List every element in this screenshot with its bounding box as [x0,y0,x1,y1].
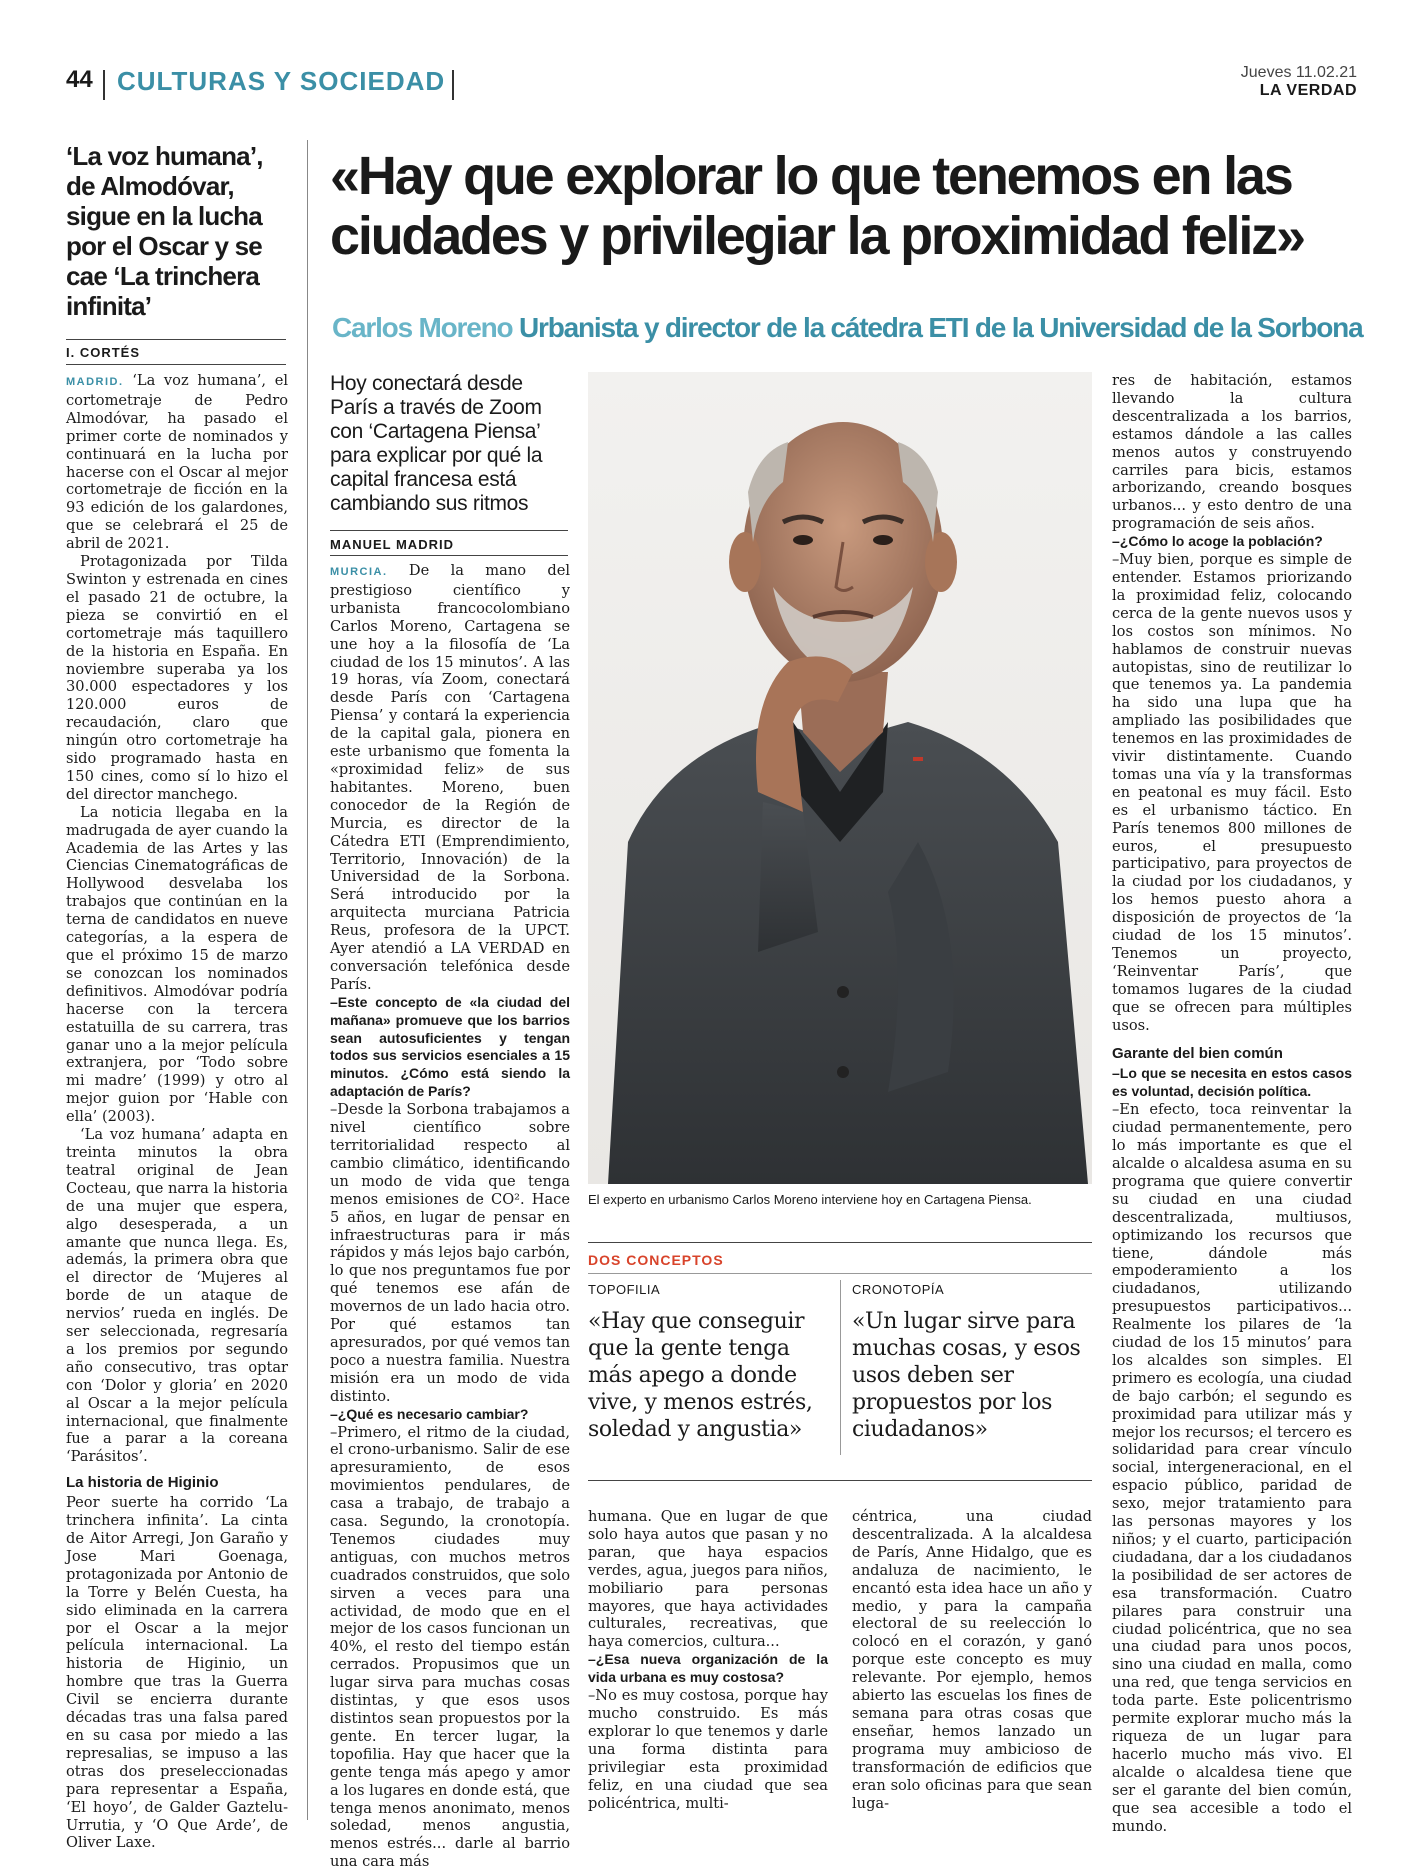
rule [330,530,568,531]
header-divider [103,70,105,100]
question: –¿Qué es necesario cambiar? [330,1406,570,1424]
side-article-title: ‘La voz humana’, de Almodóvar, sigue en la lucha por el Oscar y se cae ‘La trinchera infinita’ [66,141,296,321]
article-column-2 [588,1508,828,1812]
rule [588,1242,1092,1243]
portrait-illustration [588,372,1092,1184]
section-title: CULTURAS Y SOCIEDAD [117,66,445,97]
headline: «Hay que explorar lo que tenemos en las ciudades y privilegiar la proximidad feliz» [330,146,1360,266]
paragraph: Protagonizada por Tilda Swinton y estrenada en cines el pasado 21 de octubre, la pieza se convirtió en el cortometraje más taquillero de la historia en España. En noviembre superaba ya los 30.000 espectadores y los 120.000 euros de recaudación, claro que ningún otro cortometraje ha sido programado hasta en 150 cines, como sí lo hizo el del director manchego. [66,553,288,804]
page-number: 44 [66,66,93,94]
paragraph [330,562,570,994]
answer: –Desde la Sorbona trabajamos a nivel científico sobre territorialidad respecto al cambio climático, identificando un modo de vida que tenga menos emisiones de CO². Hace 5 años, en lugar de pensar en infraestructuras para ir más rápidos y más lejos bajo carbón, lo que nos preguntamos fue por qué tenemos ese afán de movernos de un lado hacia otro. Por qué estamos tan apresurados, por qué vemos tan poco a nuestra familia. Nuestra misión era un modo de vida distinto. [330,1101,570,1405]
paragraph: res de habitación, estamos llevando la cultura descentralizada a los barrios, estamos dándole a las calles menos autos y construyendo carriles para bicis, estamos arborizando, creando bosques urbanos... y esto dentro de una programación de seis años. [1112,372,1352,533]
answer: –En efecto, toca reinventar la ciudad permanentemente, pero lo más importante es que el alcalde o alcaldesa asuma en su programa que quiere convertir su ciudad en una ciudad descentralizada, multiusos, optimizando los recursos que tiene, dándole más empoderamiento a los ciudadanos, utilizando presupuestos participativos... Realmente los pilares de ‘la ciudad de los 15 minutos’ para los alcaldes son simples. El primero es ecología, una ciudad de bajo carbón; el segundo es proximidad para utilizar más y mejor los recursos; el tercero es solidaridad para crear vínculo social, intergeneracional, en el espacio público, paridad de sexo, mejor tratamiento para las personas mayores y los niños; y el cuarto, participación ciudadana, dar a los ciudadanos la posibilidad de ser actores de esa transformación. Cuatro pilares para construir una ciudad policéntrica, que no sea una ciudad para unos pocos, sino una ciudad en malla, como una red, que tenga servicios en toda parte. Este policentrismo permite explorar mucho más la riqueza de un lugar para hacerlo mucho más vivo. El alcalde o alcaldesa tiene que ser el garante del bien común, que sea accesible a todo el mundo. [1112,1101,1352,1835]
rule [66,339,286,340]
interviewee [332,312,1362,344]
portrait-photo [588,372,1092,1184]
question: –Lo que se necesita en estos casos es voluntad, decisión política. [1112,1065,1352,1101]
newspaper-name: LA VERDAD [1260,82,1357,100]
header-divider [452,70,454,100]
subheading: La historia de Higinio [66,1474,288,1492]
concept-label-cronotopia: CRONOTOPÍA [852,1282,944,1297]
paragraph-text: ‘La voz humana’, el cortometraje de Pedro Almodóvar, ha pasado el primer corte de nominados y continuará en la lucha por hacerse con el Oscar al mejor cortometraje de ficción en la 93 edición de los galardones, que se celebrará el 25 de abril de 2021. [66,372,288,552]
side-article-author: I. CORTÉS [66,345,140,360]
concept-quote-topofilia: «Hay que conseguir que la gente tenga más apego a donde vive, y menos estrés, soledad y angustia» [588,1308,833,1443]
question: –Este concepto de «la ciudad del mañana» promueve que los barrios sean autosuficientes y tengan todos sus servicios esenciales a 15 minutos. ¿Cómo está siendo la adaptación de París? [330,994,570,1101]
paragraph: Peor suerte ha corrido ‘La trinchera infinita’. La cinta de Aitor Arregi, Jon Garaño y Jose Mari Goenaga, protagonizada por Antonio de la Torre y Belén Cuesta, ha sido eliminada en la carrera por el Oscar a la mejor película internacional. La historia de Higinio, un hombre que tras la Guerra Civil se encierra durante décadas tras una falsa pared en su casa por miedo a las represalias, se impuso a las otras dos preseleccionadas para representar a España, ‘El hoyo’, de Galder Gaztelu-Urrutia, y ‘O Que Arde’, de Oliver Laxe. [66,1494,288,1852]
interviewee-name: Carlos Moreno [332,312,512,343]
rule [330,555,568,556]
question: –¿Esa nueva organización de la vida urbana es muy costosa? [588,1651,828,1687]
concepts-box-title: DOS CONCEPTOS [588,1252,724,1268]
rule [66,364,286,365]
dateline: MURCIA. [330,566,388,578]
answer: –Primero, el ritmo de la ciudad, el crono-urbanismo. Salir de ese apresuramiento, de esos movimientos pendulares, de casa a trabajo, de trabajo a casa. Segundo, la cronotopía. Tenemos ciudades muy antiguas, con muchos metros cuadrados construidos, que solo sirven a veces para una actividad, de modo que en el mejor de los casos funcionan un 40%, el resto del tiempo están cerrados. Propusimos que un lugar sirva para muchas cosas distintas, y que esos usos distintos sean propuestos por la gente. En tercer lugar, la topofilia. Hay que hacer que la gente tenga más apego y amor a los lugares en donde está, que tenga menos anonimato, menos soledad, menos angustia, menos estrés... darle al barrio una cara más [330,1424,570,1871]
subheading: Garante del bien común [1112,1045,1352,1063]
side-article-body [66,372,288,1852]
rule [588,1480,1092,1481]
paragraph [66,372,288,553]
main-article-author: MANUEL MADRID [330,537,454,552]
column-divider [840,1280,841,1455]
concept-label-topofilia: TOPOFILIA [588,1282,660,1297]
paragraph: céntrica, una ciudad descentralizada. A la alcaldesa de París, Anne Hidalgo, que es andaluza de nacimiento, le encantó esta idea hace un año y medio, y para la campaña electoral de su reelección lo colocó en el corazón, y ganó porque este concepto es muy relevante. Por ejemplo, hemos abierto las escuelas los fines de semana para otras cosas que enseñar, hemos lanzado un programa muy ambicioso de transformación de edificios que eran solo oficinas para que sean luga- [852,1508,1092,1812]
concept-quote-cronotopia: «Un lugar sirve para muchas cosas, y esos usos deben ser propuestos por los ciudadanos» [852,1308,1092,1443]
article-column-3 [852,1508,1092,1812]
answer: –Muy bien, porque es simple de entender. Estamos priorizando la proximidad feliz, colocando cerca de la gente nuevos usos y los costos son mínimos. No hablamos de construir nuevas autopistas, sino de reutilizar lo que tenemos ya. La pandemia ha sido una lupa que ha ampliado las posibilidades que tenemos en las proximidades de vivir distintamente. Cuando tomas una vía y la transformas en peatonal es muy fácil. Esto es el urbanismo táctico. En París tenemos 800 millones de euros, el presupuesto participativo, para proyectos de la ciudad por los ciudadanos, y los hemos puesto ahora a disposición de proyectos de ‘la ciudad de los 15 minutos’. Tenemos un proyecto, ‘Reinventar París’, que tomamos lugares de la ciudad que se ofrecen para múltiples usos. [1112,551,1352,1034]
paragraph-text: De la mano del prestigioso científico y urbanista francocolombiano Carlos Moreno, Cartagena se une hoy a la filosofía de ‘La ciudad de los 15 minutos’. A las 19 horas, vía Zoom, conectará desde París con ‘Cartagena Piensa’ y contará la experiencia de la capital gala, pionera en este urbanismo que fomenta la «proximidad feliz» de sus habitantes. Moreno, buen conocedor de la Región de Murcia, es director de la Cátedra ETI (Emprendimiento, Territorio, Innovación) de la Universidad de la Sorbona. Será introducido por la arquitecta murciana Patricia Reus, profesora de la UPCT. Ayer atendió a LA VERDAD en conversación telefónica desde París. [330,562,570,993]
answer: –No es muy costosa, porque hay mucho construido. Es más explorar lo que tenemos y darle una forma distinta para privilegiar esta proximidad feliz, en una ciudad que sea policéntrica, multi- [588,1687,828,1812]
paragraph: humana. Que en lugar de que solo haya autos que pasan y no paran, que haya espacios verdes, agua, juegos para niños, mobiliario para personas mayores, que haya actividades culturales, recreativas, que haya comercios, cultura... [588,1508,828,1651]
dateline: MADRID. [66,376,124,388]
article-column-4 [1112,372,1352,1835]
question: –¿Cómo lo acoge la población? [1112,533,1352,551]
article-column-1 [330,562,570,1871]
rule [588,1273,1092,1274]
paragraph: ‘La voz humana’ adapta en treinta minutos la obra teatral original de Jean Cocteau, que narra la historia de una mujer que espera, algo desesperada, a un amante que nunca llega. Es, además, la primera obra que el director de ‘Mujeres al borde de un ataque de nervios’ rueda en inglés. De ser seleccionada, regresaría a los premios por segundo año consecutivo, tras optar con ‘Dolor y gloria’ en 2020 al Oscar a la mejor película internacional, que finalmente fue a parar a la coreana ‘Parásitos’. [66,1126,288,1466]
paragraph: La noticia llegaba en la madrugada de ayer cuando la Academia de las Artes y las Ciencias Cinematográficas de Hollywood desvelaba los trabajos que continúan en la terna de candidatos en nueve categorías, a la espera de que el próximo 15 de marzo se conozcan los nominados definitivos. Almodóvar podría hacerse con la tercera estatuilla de su carrera, tras ganar uno a la mejor película extranjera, por ‘Todo sobre mi madre’ (1999) y otro al mejor guion por ‘Hable con ella’ (2003). [66,804,288,1126]
interviewee-role: Urbanista y director de la cátedra ETI de la Universidad de la Sorbona [519,312,1362,343]
column-divider [307,140,308,1820]
lead-paragraph: Hoy conectará desde París a través de Zoom con ‘Cartagena Piensa’ para explicar por qué la capital francesa está cambiando sus ritmos [330,372,570,516]
photo-caption: El experto en urbanismo Carlos Moreno interviene hoy en Cartagena Piensa. [588,1192,1098,1207]
issue-date: Jueves 11.02.21 [1241,64,1357,82]
